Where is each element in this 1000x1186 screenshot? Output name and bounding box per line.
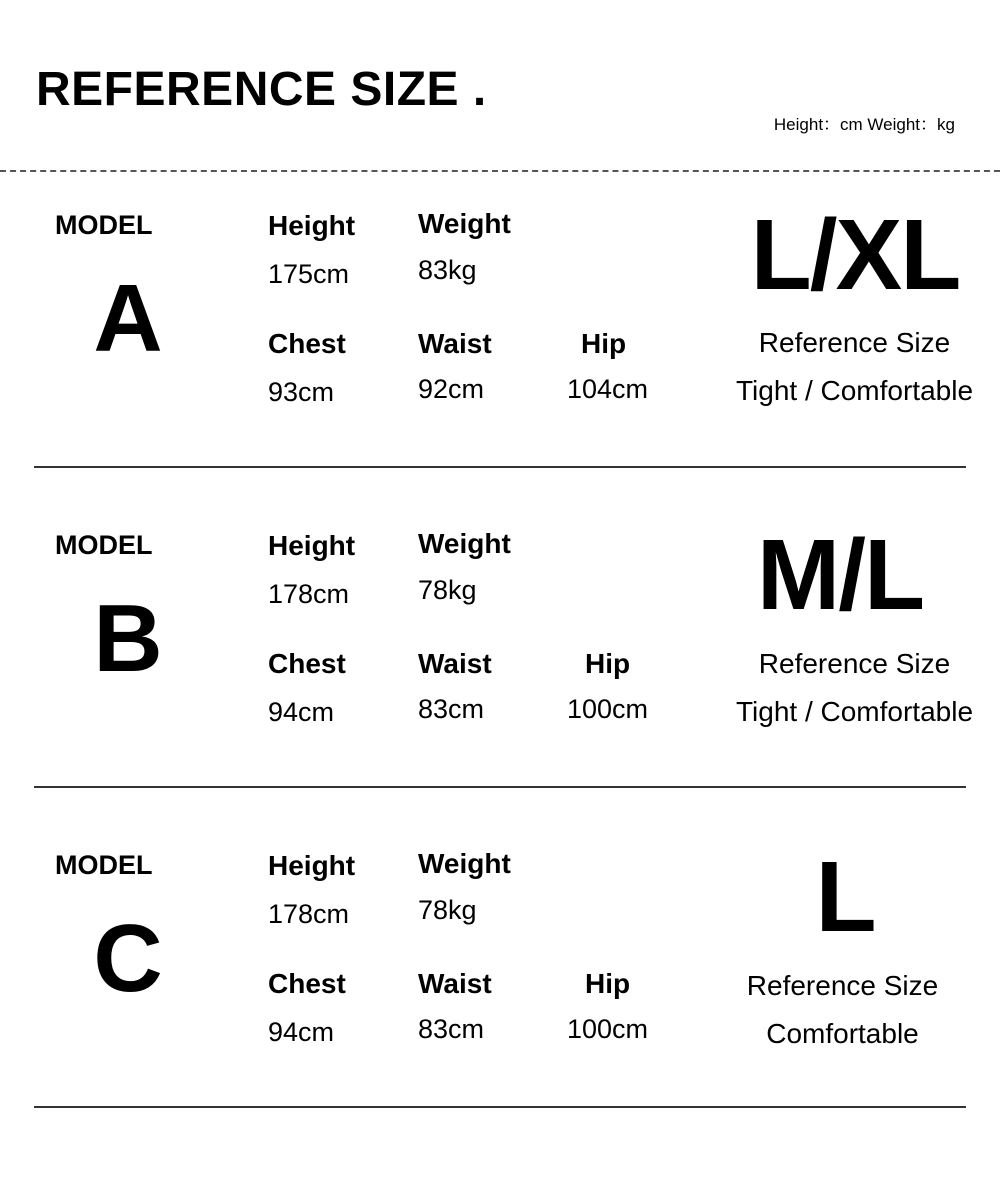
height-label: Height xyxy=(268,210,356,241)
chest-value: 94cm xyxy=(268,697,335,727)
height-label: Height xyxy=(268,530,356,561)
height-label: Height xyxy=(268,850,356,881)
reference-size-label: Reference Size xyxy=(746,970,939,1001)
model-letter: B xyxy=(93,585,163,692)
reference-size-value: L xyxy=(815,841,875,953)
waist-label: Waist xyxy=(418,328,492,359)
row-divider xyxy=(34,786,966,788)
reference-size-value: M/L xyxy=(756,519,924,631)
weight-label: Weight xyxy=(418,848,511,879)
hip-value: 100cm xyxy=(567,1014,649,1044)
units-note: Height：cm Weight：kg xyxy=(773,115,955,134)
model-label: MODEL xyxy=(55,850,153,880)
model-label: MODEL xyxy=(55,210,153,240)
fit-description: Tight / Comfortable xyxy=(735,375,974,406)
hip-label: Hip xyxy=(585,648,631,679)
row-divider xyxy=(34,1106,966,1108)
reference-size-label: Reference Size xyxy=(758,648,951,679)
height-value: 178cm xyxy=(268,899,350,929)
weight-value: 83kg xyxy=(418,255,477,285)
model-letter: A xyxy=(93,265,163,372)
waist-value: 83cm xyxy=(418,694,485,724)
weight-value: 78kg xyxy=(418,895,477,925)
weight-label: Weight xyxy=(418,208,511,239)
weight-label: Weight xyxy=(418,528,511,559)
height-value: 175cm xyxy=(268,259,350,289)
chest-value: 93cm xyxy=(268,377,335,407)
waist-value: 92cm xyxy=(418,374,485,404)
height-value: 178cm xyxy=(268,579,350,609)
hip-label: Hip xyxy=(581,328,627,359)
reference-size-value: L/XL xyxy=(750,199,960,311)
fit-description: Comfortable xyxy=(766,1018,919,1049)
waist-label: Waist xyxy=(418,648,492,679)
waist-value: 83cm xyxy=(418,1014,485,1044)
model-row-b xyxy=(0,492,1000,812)
chest-label: Chest xyxy=(268,968,346,999)
fit-description: Tight / Comfortable xyxy=(735,696,974,727)
model-row-c xyxy=(0,812,1000,1132)
chest-label: Chest xyxy=(268,328,346,359)
hip-value: 104cm xyxy=(567,374,649,404)
waist-label: Waist xyxy=(418,968,492,999)
reference-size-label: Reference Size xyxy=(758,327,951,358)
model-label: MODEL xyxy=(55,530,153,560)
hip-label: Hip xyxy=(585,968,631,999)
chest-label: Chest xyxy=(268,648,346,679)
row-divider xyxy=(34,466,966,468)
hip-value: 100cm xyxy=(567,694,649,724)
model-letter: C xyxy=(93,905,163,1012)
chest-value: 94cm xyxy=(268,1017,335,1047)
model-row-a xyxy=(0,172,1000,492)
page-title: REFERENCE SIZE . xyxy=(36,63,487,116)
weight-value: 78kg xyxy=(418,575,477,605)
